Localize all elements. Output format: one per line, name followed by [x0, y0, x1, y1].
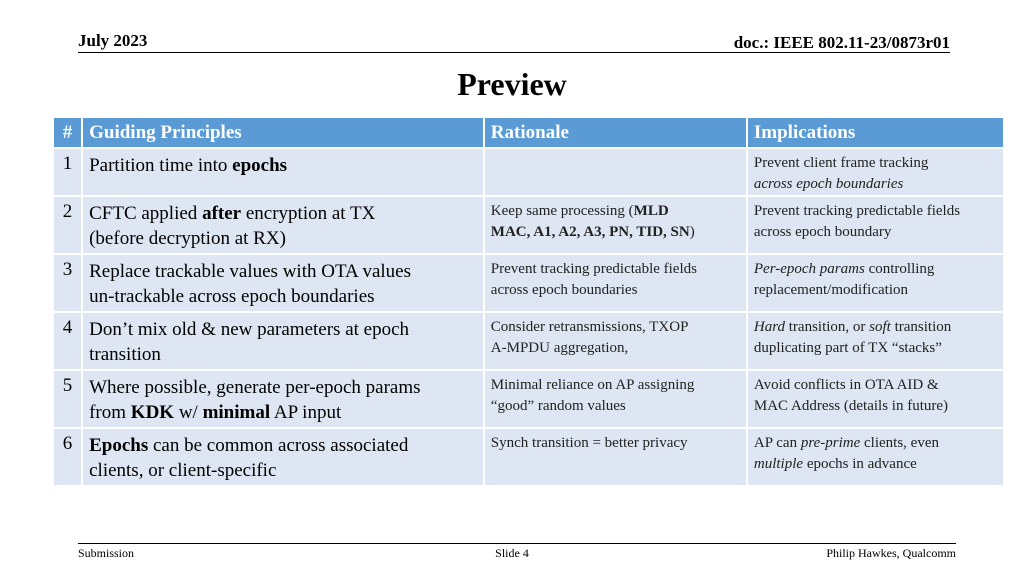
header-num: #	[54, 118, 81, 147]
table-row	[54, 149, 1003, 195]
implication-cell: Prevent client frame tracking across epoch boundaries	[748, 149, 1003, 195]
row-number: 1	[54, 149, 81, 195]
implication-cell: Avoid conflicts in OTA AID & MAC Address (details in future)	[748, 371, 1003, 427]
principles-table	[52, 116, 1005, 487]
principle-cell: CFTC applied after encryption at TX (before decryption at RX)	[83, 197, 483, 253]
header-date: July 2023	[78, 31, 148, 50]
footer-author: Philip Hawkes, Qualcomm	[826, 546, 956, 560]
table-row	[54, 429, 1003, 485]
principle-cell: Replace trackable values with OTA values un-trackable across epoch boundaries	[83, 255, 483, 311]
footer-divider	[78, 543, 956, 544]
row-number: 6	[54, 429, 81, 485]
implication-cell: Per-epoch params controlling replacement/modification	[748, 255, 1003, 311]
table-row	[54, 197, 1003, 253]
row-number: 2	[54, 197, 81, 253]
row-number: 5	[54, 371, 81, 427]
principle-cell: Where possible, generate per-epoch params from KDK w/ minimal AP input	[83, 371, 483, 427]
rationale-cell: Consider retransmissions, TXOP A-MPDU aggregation,	[485, 313, 746, 369]
slide-title: Preview	[457, 66, 567, 102]
header-doc-id: doc.: IEEE 802.11-23/0873r01	[733, 33, 950, 52]
footer-submission: Submission	[78, 546, 135, 560]
row-number: 3	[54, 255, 81, 311]
table-row	[54, 371, 1003, 427]
rationale-cell: Keep same processing (MLD MAC, A1, A2, A3, PN, TID, SN)	[485, 197, 746, 253]
header-rationale: Rationale	[485, 118, 746, 147]
table-row	[54, 255, 1003, 311]
table-row	[54, 313, 1003, 369]
row-number: 4	[54, 313, 81, 369]
rationale-cell: Prevent tracking predictable fields across epoch boundaries	[485, 255, 746, 311]
rationale-cell	[485, 149, 746, 195]
principle-cell: Epochs can be common across associated clients, or client-specific	[83, 429, 483, 485]
rationale-cell: Minimal reliance on AP assigning “good” random values	[485, 371, 746, 427]
principle-cell: Partition time into epochs	[83, 149, 483, 195]
principle-cell: Don’t mix old & new parameters at epoch transition	[83, 313, 483, 369]
implication-cell: Prevent tracking predictable fields across epoch boundary	[748, 197, 1003, 253]
implication-cell: Hard transition, or soft transition duplicating part of TX “stacks”	[748, 313, 1003, 369]
header-implications: Implications	[748, 118, 1003, 147]
rationale-cell: Synch transition = better privacy	[485, 429, 746, 485]
table-header-row	[54, 118, 1003, 147]
footer-slide-number: Slide 4	[495, 546, 529, 560]
implication-cell: AP can pre-prime clients, even multiple epochs in advance	[748, 429, 1003, 485]
header-divider	[78, 52, 950, 53]
header-principles: Guiding Principles	[83, 118, 483, 147]
